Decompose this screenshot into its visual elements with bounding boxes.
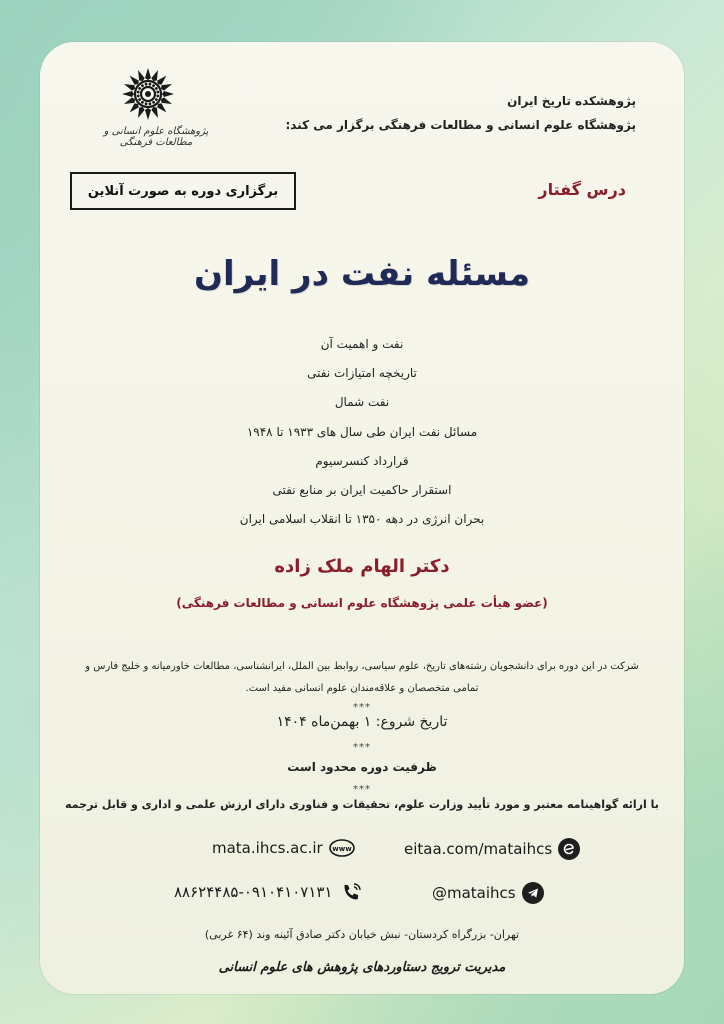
logo-caption: پژوهشگاه علوم انسانی و مطالعات فرهنگی [103,126,209,148]
separator: *** [353,784,371,795]
topics-list [0,330,724,534]
phone-icon [339,882,365,902]
address: تهران- بزرگراه کردستان- نبش خیابان دکتر صادق آئینه وند (۶۴ غربی) [204,928,520,941]
topic-item: نفت و اهمیت آن [320,337,404,351]
svg-text:www: www [332,845,352,853]
topic-item: قرارداد کنسرسیوم [315,453,409,468]
eitaa-link[interactable]: eitaa.com/mataihcs [404,840,553,858]
management-line: مدیریت ترویج دستاوردهای پژوهش های علوم انسانی [218,960,506,975]
start-date: تاریخ شروع: ۱ بهمن‌ماه ۱۴۰۴ [276,714,448,730]
website-contact[interactable] [212,838,355,858]
online-notice-box [70,172,296,210]
phone-numbers[interactable]: ۸۸۶۲۴۴۸۵-۰۹۱۰۴۱۰۷۱۳۱ [174,883,333,901]
website-link[interactable]: mata.ihcs.ac.ir [212,839,323,857]
telegram-icon [522,882,544,904]
phone-contact[interactable] [174,882,365,902]
eitaa-icon [558,838,580,860]
topic-item: مسائل نفت ایران طی سال های ۱۹۳۳ تا ۱۹۴۸ [246,424,478,439]
speaker-affiliation: (عضو هیأت علمی پژوهشگاه علوم انسانی و مطالعات فرهنگی) [176,596,548,610]
participants-note: شرکت در این دوره برای دانشجویان رشته‌های تاریخ، علوم سیاسی، روابط بین الملل، ایرانشناسی، مطالعات خاورمیانه و خلیج فارس و تمامی متخصصان و علاقه‌مندان علوم انسانی مفید است. [85,661,639,694]
org-line-2: پژوهشگاه علوم انسانی و مطالعات فرهنگی برگزار می کند: [285,118,636,132]
telegram-handle[interactable]: @mataihcs [432,884,516,902]
topic-item: نفت شمال [334,395,390,410]
telegram-contact[interactable] [432,882,544,904]
capacity-note: ظرفیت دوره محدود است [287,760,437,774]
institute-logo-icon [118,64,178,124]
topic-item: بحران انرژی در دهه ۱۳۵۰ تا انقلاب اسلامی ایران [239,512,485,527]
topic-item: تاریخچه امتیازات نفتی [307,366,417,381]
separator: *** [353,702,371,713]
course-title: مسئله نفت در ایران [193,254,531,294]
separator: *** [353,742,371,753]
speaker-name: دکتر الهام ملک زاده [274,556,450,577]
topic-item: استقرار حاکمیت ایران بر منابع نفتی [272,483,452,498]
certificate-note: با ارائه گواهینامه معتبر و مورد تأیید وزارت علوم، تحقیقات و فناوری دارای ارزش علمی و اداری و قابل ترجمه [65,798,659,811]
eitaa-contact[interactable] [404,838,580,860]
lecture-label: درس گفتار [538,180,626,199]
org-line-1: پژوهشکده تاریخ ایران [507,94,636,108]
www-icon [329,838,355,858]
online-notice-text: برگزاری دوره به صورت آنلاین [87,183,279,199]
